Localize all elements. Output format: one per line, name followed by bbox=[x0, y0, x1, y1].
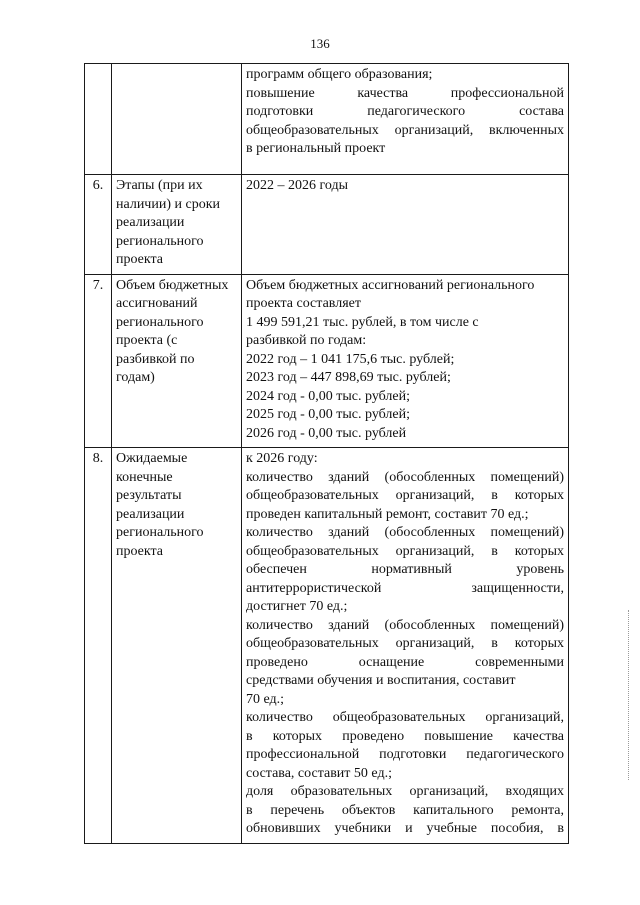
row-label-line: разбивкой по bbox=[116, 351, 195, 367]
row-content bbox=[242, 175, 569, 275]
row-label-line: Объем бюджетных bbox=[116, 277, 229, 293]
row-number: 6. bbox=[85, 175, 112, 275]
row-content-line: повышение качества профессиональной bbox=[246, 85, 564, 101]
row-content-line: проведено оснащение современными bbox=[246, 654, 564, 670]
row-content-line: в перечень объектов капитального ремонта, bbox=[246, 802, 564, 818]
row-number: 8. bbox=[85, 448, 112, 844]
row-label-line: Ожидаемые bbox=[116, 451, 188, 466]
project-passport-table bbox=[84, 63, 569, 844]
row-content bbox=[242, 448, 569, 844]
row-label-line: проекта bbox=[116, 543, 163, 559]
row-content-line: в которых проведено повышение качества bbox=[246, 728, 564, 744]
row-content-line: 2022 – 2026 годы bbox=[246, 178, 349, 193]
row-content-line: профессиональной подготовки педагогического bbox=[246, 747, 564, 762]
row-label-line: проекта bbox=[116, 252, 163, 267]
row-label-line: реализации bbox=[116, 215, 185, 230]
row-content-line: доля образовательных организаций, входящих bbox=[246, 784, 564, 799]
table-row bbox=[85, 274, 569, 448]
row-content-line: обеспечен нормативный уровень bbox=[246, 562, 564, 577]
row-label-line: регионального bbox=[116, 314, 204, 330]
row-content-line: разбивкой по годам: bbox=[246, 333, 367, 348]
row-content-line: в региональный проект bbox=[246, 141, 386, 156]
row-content-line: 2025 год - 0,00 тыс. рублей; bbox=[246, 407, 411, 422]
row-label bbox=[112, 64, 242, 175]
row-number bbox=[85, 64, 112, 175]
row-content-line: общеобразовательных организаций, включенных bbox=[246, 122, 564, 138]
table-row bbox=[85, 448, 569, 844]
row-label-line: наличии) и сроки bbox=[116, 196, 220, 212]
row-content-line: общеобразовательных организаций, в которых bbox=[246, 543, 564, 559]
row-content-line: 2026 год - 0,00 тыс. рублей bbox=[246, 425, 407, 441]
row-content-line: общеобразовательных организаций, в которых bbox=[246, 636, 564, 651]
row-label bbox=[112, 448, 242, 844]
row-label bbox=[112, 274, 242, 448]
row-content-line: обновивших учебники и учебные пособия, в bbox=[246, 821, 564, 836]
row-number: 7. bbox=[85, 274, 112, 448]
row-content-line: количество общеобразовательных организаций, bbox=[246, 710, 564, 725]
row-content bbox=[242, 274, 569, 448]
row-content-line: достигнет 70 ед.; bbox=[246, 599, 348, 614]
row-label bbox=[112, 175, 242, 275]
row-content bbox=[242, 64, 569, 175]
row-content-line: количество зданий (обособленных помещений) bbox=[246, 469, 564, 485]
row-label-line: регионального bbox=[116, 525, 204, 540]
row-content-line: программ общего образования; bbox=[246, 67, 433, 82]
row-content-line: проекта составляет bbox=[246, 296, 361, 311]
row-label-line: проекта (с bbox=[116, 333, 178, 348]
row-content-line: проведен капитальный ремонт, составит 70 ед.; bbox=[246, 506, 529, 522]
row-label-line: Этапы (при их bbox=[116, 178, 203, 193]
row-content-line: средствами обучения и воспитания, составит bbox=[246, 673, 516, 688]
row-content-line: подготовки педагогического состава bbox=[246, 104, 564, 119]
row-content-line: 70 ед.; bbox=[246, 691, 285, 707]
row-content-line: 2023 год – 447 898,69 тыс. рублей; bbox=[246, 370, 451, 385]
scan-edge-mark bbox=[628, 610, 630, 780]
row-content-line: антитеррористической защищенности, bbox=[246, 580, 564, 596]
row-content-line: 2024 год - 0,00 тыс. рублей; bbox=[246, 388, 411, 404]
row-label-line: реализации bbox=[116, 506, 185, 522]
page-number: 136 bbox=[310, 36, 330, 51]
table-row bbox=[85, 175, 569, 275]
table-row bbox=[85, 64, 569, 175]
row-content-line: количество зданий (обособленных помещений) bbox=[246, 525, 564, 540]
row-content-line: количество зданий (обособленных помещений) bbox=[246, 617, 564, 633]
row-content-line: 2022 год – 1 041 175,6 тыс. рублей; bbox=[246, 351, 455, 367]
row-content-line: Объем бюджетных ассигнований регионального bbox=[246, 277, 535, 293]
row-label-line: ассигнований bbox=[116, 296, 198, 311]
row-content-line: к 2026 году: bbox=[246, 451, 318, 466]
row-label-line: годам) bbox=[116, 370, 155, 385]
row-content-line: 1 499 591,21 тыс. рублей, в том числе с bbox=[246, 314, 479, 330]
row-label-line: конечные bbox=[116, 469, 173, 485]
row-label-line: регионального bbox=[116, 233, 204, 249]
row-content-line: состава, составит 50 ед.; bbox=[246, 765, 392, 781]
row-label-line: результаты bbox=[116, 488, 182, 503]
row-content-line: общеобразовательных организаций, в которых bbox=[246, 488, 564, 503]
